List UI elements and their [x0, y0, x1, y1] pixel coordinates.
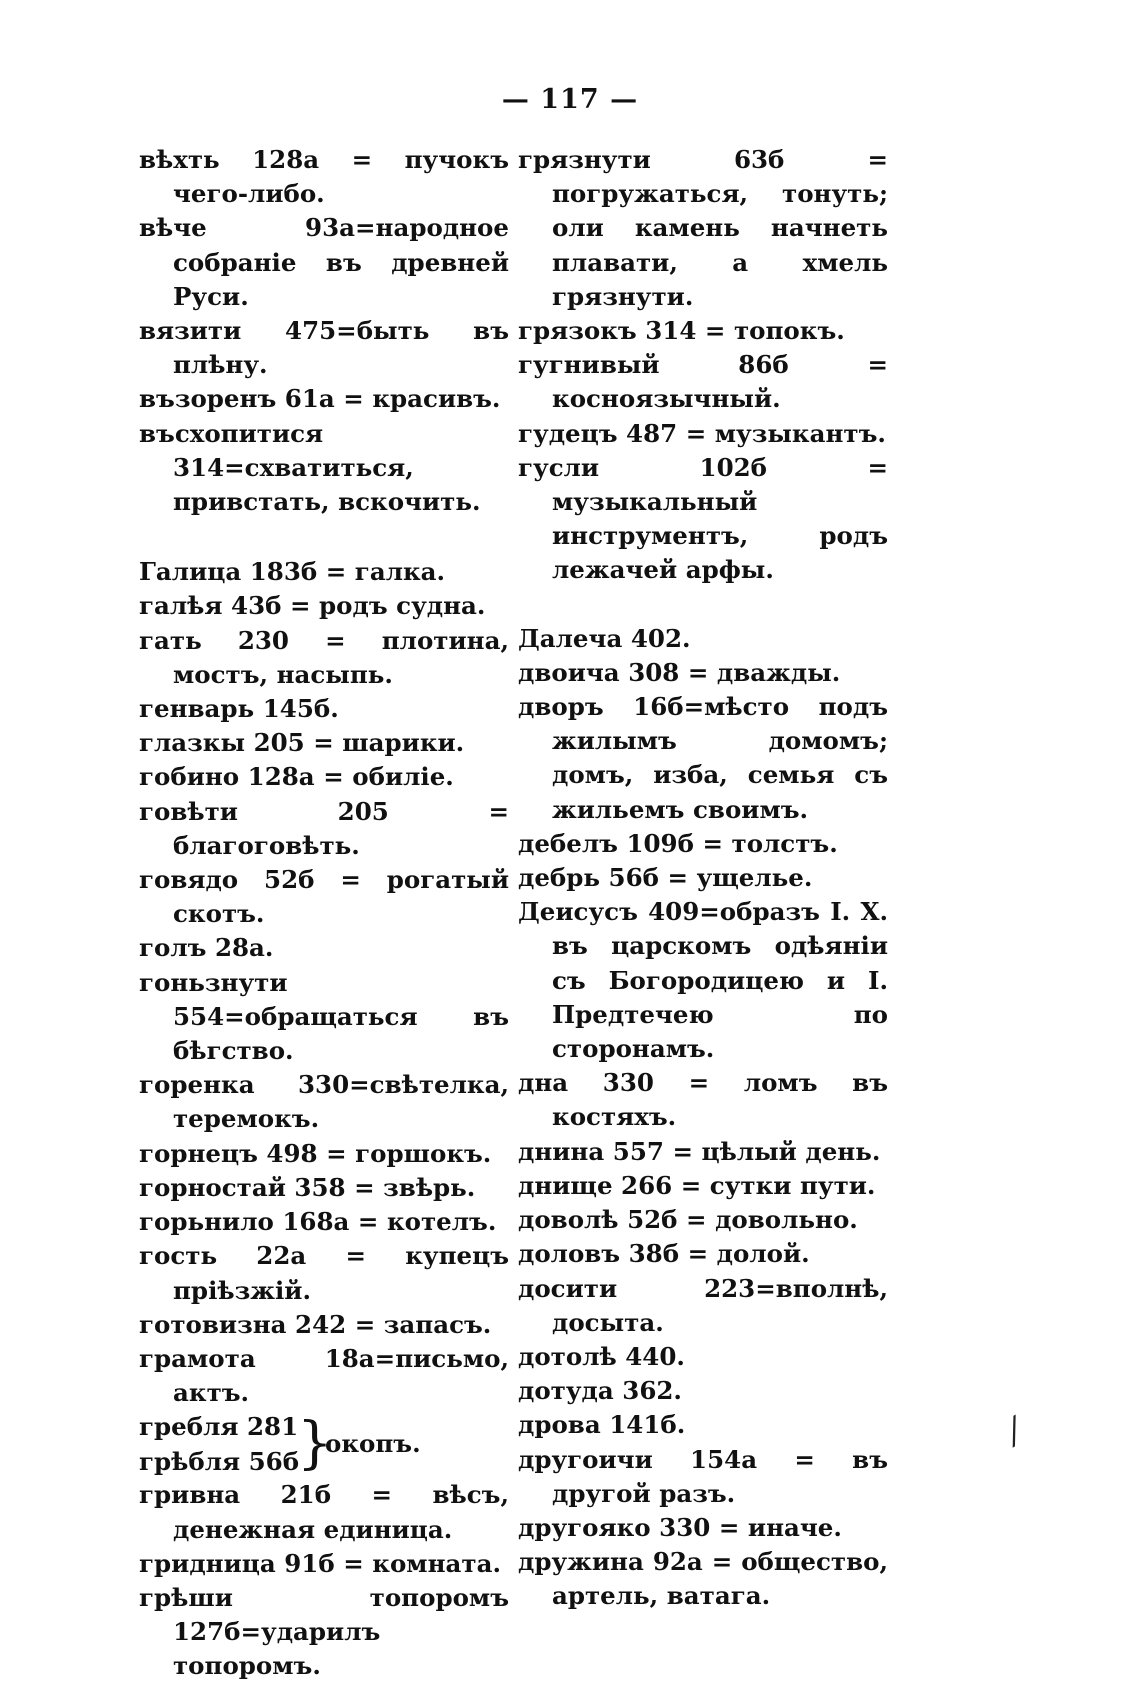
dictionary-entry: дворъ 16б=мѣсто подъ жилымъ домомъ; домъ, изба, семья съ жильемъ своимъ.: [518, 692, 888, 824]
brace-group-entry: [139, 1410, 509, 1478]
dictionary-entry: готовизна 242 = запасъ.: [139, 1309, 492, 1339]
dictionary-entry: гоньзнути 554=обращаться въ бѣгство.: [139, 967, 509, 1066]
dictionary-entry: гридница 91б = комната.: [139, 1548, 501, 1578]
dictionary-entry: дна 330 = ломъ въ костяхъ.: [518, 1068, 888, 1132]
page-number: — 117 —: [501, 84, 639, 115]
dictionary-entry: днина 557 = цѣлый день.: [518, 1136, 881, 1166]
dictionary-entry: досити 223=вполнѣ, досыта.: [518, 1273, 888, 1337]
dictionary-entry: грязокъ 314 = топокъ.: [518, 316, 845, 346]
dictionary-entry: гудецъ 487 = музыкантъ.: [518, 418, 886, 448]
dictionary-entry: другоичи 154а = въ другой разъ.: [518, 1444, 888, 1508]
dictionary-entry: грамота 18а=письмо, актъ.: [139, 1343, 509, 1408]
dictionary-entry: вѣче 93а=народное собраніе въ древней Руси.: [139, 213, 509, 311]
brace-headword: грѣбля 56б: [139, 1446, 300, 1476]
dictionary-entry: дебелъ 109б = толстъ.: [518, 828, 838, 858]
dictionary-entry: дружина 92а = общество, артель, ватага.: [518, 1547, 888, 1611]
dictionary-entry: грѣши топоромъ 127б=ударилъ топоромъ.: [139, 1582, 509, 1681]
dictionary-entry: Далеча 402.: [518, 623, 691, 653]
dictionary-entry: доволѣ 52б = довольно.: [518, 1205, 858, 1235]
brace-headword: гребля 281: [139, 1412, 299, 1442]
dictionary-entry: двоича 308 = дважды.: [518, 657, 841, 687]
dictionary-entry: говядо 52б = рогатый скотъ.: [139, 865, 509, 929]
dictionary-entry: доловъ 38б = долой.: [518, 1239, 810, 1269]
right-column: [518, 143, 888, 1614]
dictionary-entry: генварь 145б.: [139, 694, 339, 724]
dictionary-entry: вѣхть 128а = пучокъ чего-либо.: [139, 145, 509, 209]
dictionary-entry: въсхопитися 314=схватиться, привстать, вскочить.: [139, 418, 481, 517]
dictionary-entry: Галица 183б = галка.: [139, 557, 446, 587]
dictionary-entry: гать 230 = плотина, мостъ, насыпь.: [139, 625, 509, 689]
dictionary-entry: другояко 330 = иначе.: [518, 1512, 842, 1542]
dictionary-entry: гривна 21б = вѣсъ, денежная единица.: [139, 1480, 509, 1544]
dictionary-entry: горнецъ 498 = горшокъ.: [139, 1138, 492, 1168]
dictionary-entry: говѣти 205 = благоговѣть.: [139, 796, 509, 860]
dictionary-entry: гость 22а = купецъ пріѣзжій.: [139, 1241, 509, 1305]
dictionary-entry: дотолѣ 440.: [518, 1341, 685, 1371]
dictionary-entry: горьнило 168а = котелъ.: [139, 1207, 497, 1237]
dictionary-entry: дрова 141б.: [518, 1410, 686, 1440]
brace-gloss: окопъ.: [325, 1429, 421, 1459]
dictionary-entry: горенка 330=свѣтелка, теремокъ.: [139, 1070, 509, 1134]
dictionary-entry: галѣя 43б = родъ судна.: [139, 591, 486, 621]
dictionary-entry: дебрь 56б = ущелье.: [518, 863, 813, 893]
dictionary-entry: дотуда 362.: [518, 1376, 682, 1406]
pen-stroke-mark: ⁄: [1002, 1413, 1028, 1452]
section-gap: [518, 588, 888, 622]
dictionary-entry: гусли 102б = музыкальный инструментъ, родъ лежачей арфы.: [518, 452, 888, 585]
dictionary-entry: възоренъ 61а = красивъ.: [139, 384, 501, 414]
dictionary-entry: вязити 475=быть въ плѣну.: [139, 316, 509, 380]
dictionary-entry: гугнивый 86б = косноязычный.: [518, 350, 888, 414]
dictionary-entry: гобино 128а = обиліе.: [139, 762, 454, 792]
dictionary-entry: Деисусъ 409=образъ І. Х. въ царскомъ одѣяніи съ Богородицею и І. Предтечею по сторонамъ.: [518, 897, 888, 1064]
curly-brace-icon: }: [297, 1411, 333, 1477]
dictionary-entry: днище 266 = сутки пути.: [518, 1170, 876, 1200]
dictionary-entry: голъ 28а.: [139, 933, 274, 963]
section-gap: [139, 519, 509, 553]
dictionary-entry: глазкы 205 = шарики.: [139, 728, 465, 758]
dictionary-entry: грязнути 63б = погружаться, тонуть; оли камень начнеть плавати, а хмель грязнути.: [518, 145, 888, 311]
dictionary-entry: горностай 358 = звѣрь.: [139, 1172, 476, 1202]
left-column: [139, 143, 509, 1684]
